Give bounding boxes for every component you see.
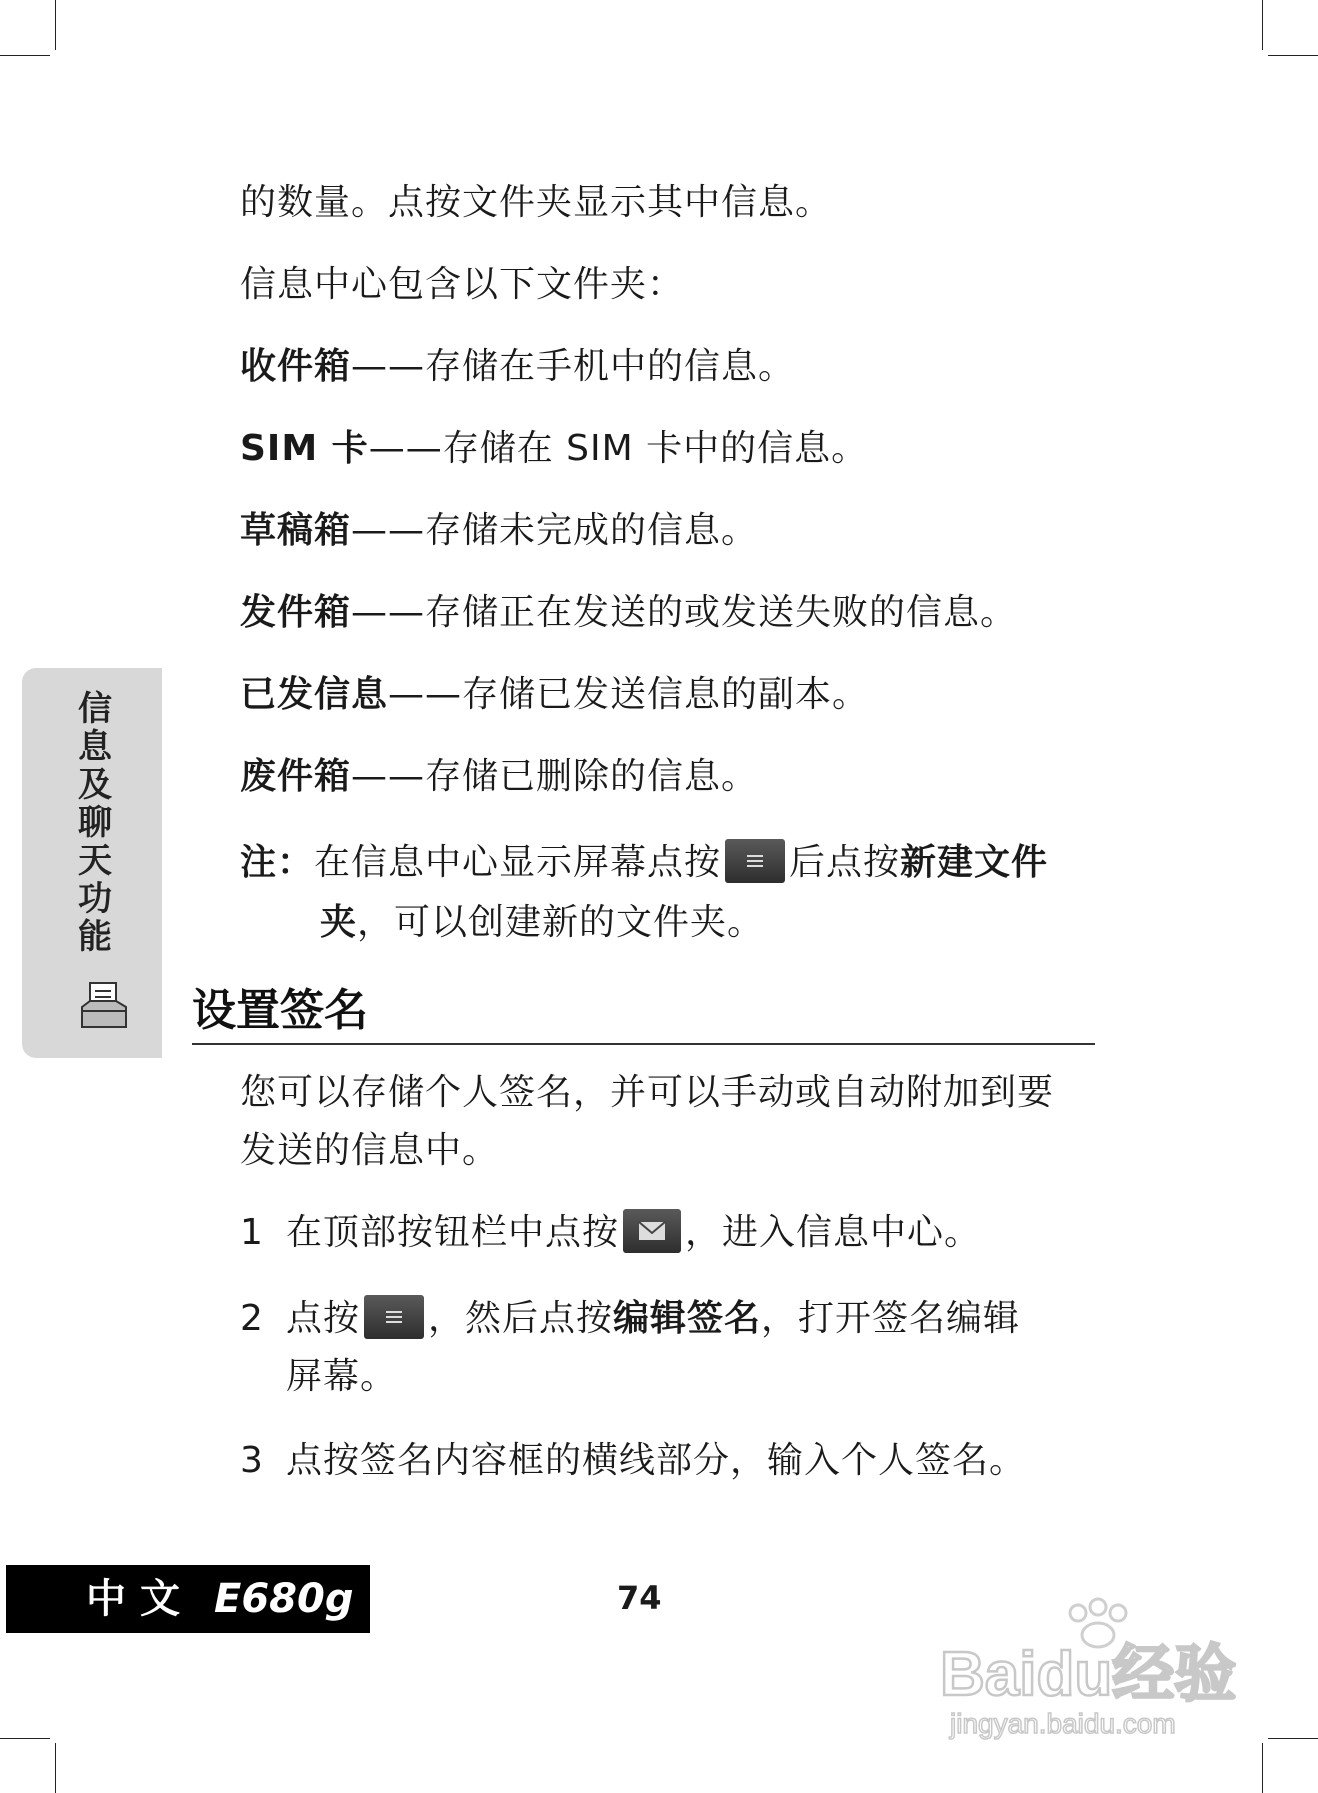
folder-item <box>240 426 868 472</box>
section-intro: 您可以存储个人签名，并可以手动或自动附加到要 <box>240 1072 1055 1113</box>
watermark-logo: Baidu经验 <box>940 1640 1237 1709</box>
section-divider <box>192 1043 1095 1045</box>
step-item <box>240 1296 1020 1342</box>
step-continuation: 屏幕。 <box>286 1356 398 1397</box>
step-bold: 编辑签名 <box>613 1298 762 1339</box>
paragraph: 的数量。点按文件夹显示其中信息。 <box>240 182 833 223</box>
folder-item <box>240 672 869 718</box>
step-item <box>240 1438 1026 1484</box>
side-tab-label: 信息及聊天功能 <box>71 690 112 956</box>
section-intro: 发送的信息中。 <box>240 1130 500 1171</box>
step-number: 1 <box>240 1212 264 1253</box>
note-text: 后点按 <box>789 842 901 883</box>
crop-mark <box>0 55 50 56</box>
step-text: ，打开签名编辑 <box>761 1298 1021 1339</box>
step-text: 在顶部按钮栏中点按 <box>286 1212 620 1253</box>
menu-icon <box>725 839 785 883</box>
folder-name: 收件箱 <box>240 346 352 387</box>
crop-mark <box>1268 55 1318 56</box>
folder-desc: ——存储在 SIM 卡中的信息。 <box>368 428 869 469</box>
note-line <box>240 840 1048 886</box>
crop-mark <box>1262 1743 1263 1793</box>
folder-name: 发件箱 <box>240 592 352 633</box>
watermark-url: jingyan.baidu.com <box>950 1708 1176 1739</box>
step-text: 点按签名内容框的横线部分，输入个人签名。 <box>286 1440 1027 1481</box>
page-number: 74 <box>617 1579 662 1617</box>
folder-desc: ——存储在手机中的信息。 <box>351 346 796 387</box>
folder-name: SIM 卡 <box>240 428 369 469</box>
folder-item <box>240 754 758 800</box>
step-number: 3 <box>240 1440 264 1481</box>
note-line <box>320 900 764 946</box>
crop-mark <box>1268 1738 1318 1739</box>
folder-name: 已发信息 <box>240 674 389 715</box>
note-text: 在信息中心显示屏幕点按 <box>314 842 722 883</box>
note-bold: 新建文件 <box>900 842 1049 883</box>
document-icon <box>80 981 128 1031</box>
note-text: ，可以创建新的文件夹。 <box>357 902 765 943</box>
folder-desc: ——存储未完成的信息。 <box>351 510 759 551</box>
folder-item <box>240 508 758 554</box>
baidu-watermark <box>930 1595 1250 1745</box>
crop-mark <box>0 1738 50 1739</box>
step-item <box>240 1210 981 1256</box>
footer-bar <box>6 1565 370 1633</box>
footer-model: E680g <box>214 1576 354 1622</box>
paragraph: 信息中心包含以下文件夹： <box>240 264 685 305</box>
section-title: 设置签名 <box>192 985 368 1036</box>
folder-name: 废件箱 <box>240 756 352 797</box>
folder-item <box>240 344 795 390</box>
folder-desc: ——存储已删除的信息。 <box>351 756 759 797</box>
folder-item <box>240 590 1017 636</box>
note-bold: 夹 <box>320 902 358 943</box>
crop-mark <box>55 0 56 50</box>
crop-mark <box>1262 0 1263 50</box>
side-chapter-tab <box>22 668 162 1058</box>
mail-icon <box>623 1209 681 1253</box>
folder-name: 草稿箱 <box>240 510 352 551</box>
footer-language: 中文 <box>86 1576 194 1622</box>
step-number: 2 <box>240 1298 264 1339</box>
menu-icon <box>364 1295 424 1339</box>
step-text: ，进入信息中心。 <box>685 1212 982 1253</box>
folder-desc: ——存储正在发送的或发送失败的信息。 <box>351 592 1018 633</box>
note-label: 注： <box>240 842 315 883</box>
crop-mark <box>55 1743 56 1793</box>
step-text: 点按 <box>286 1298 361 1339</box>
step-text: ，然后点按 <box>428 1298 614 1339</box>
folder-desc: ——存储已发送信息的副本。 <box>388 674 870 715</box>
